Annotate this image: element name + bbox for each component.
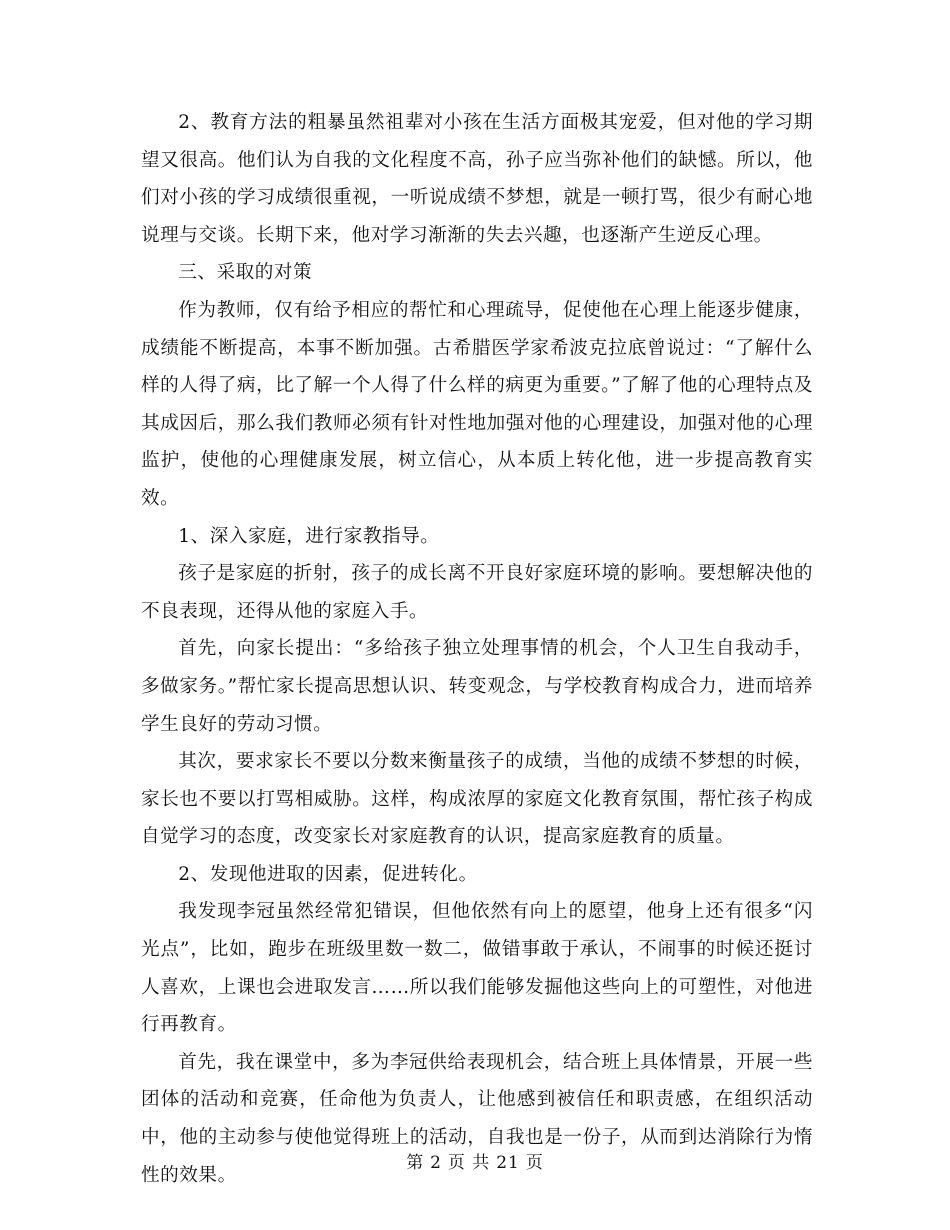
paragraph-first-parent-advice: 首先，向家长提出：“多给孩子独立处理事情的机会，个人卫生自我动手，多做家务。”帮忙家长提高思想认识、转变观念，与学校教育构成合力，进而培养学生良好的劳动习惯。	[141, 638, 813, 735]
subheading-positive-factors: 2、发现他进取的因素，促进转化。	[178, 863, 478, 885]
footer-label-suffix: 页	[525, 1153, 544, 1173]
section-heading-countermeasures: 三、采取的对策	[178, 262, 313, 284]
document-body	[141, 104, 813, 1194]
paragraph-bright-spots: 我发现李冠虽然经常犯错误，但他依然有向上的愿望，他身上还有很多“闪光点”，比如，跑步在班级里数一数二，做错事敢于承认，不闹事的时候还挺讨人喜欢，上课也会进取发言……所以我们能够发掘他这些向上的可塑性，对他进行再教育。	[141, 901, 813, 1036]
paragraph-family-influence: 孩子是家庭的折射，孩子的成长离不开良好家庭环境的影响。要想解决他的不良表现，还得从他的家庭入手。	[141, 563, 813, 622]
subheading-family-guidance: 1、深入家庭，进行家教指导。	[178, 525, 440, 547]
total-page-count: 21	[496, 1153, 520, 1173]
paragraph-second-parent-advice: 其次，要求家长不要以分数来衡量孩子的成绩，当他的成绩不梦想的时候，家长也不要以打骂相威胁。这样，构成浓厚的家庭文化教育氛围，帮忙孩子构成自觉学习的态度，改变家长对家庭教育的认识，提高家庭教育的质量。	[141, 751, 813, 848]
footer-label-middle: 页 共	[447, 1153, 491, 1173]
paragraph-classroom-opportunities: 首先，我在课堂中，多为李冠供给表现机会，结合班上具体情景，开展一些团体的活动和竞赛，任命他为负责人，让他感到被信任和职责感，在组织活动中，他的主动参与使他觉得班上的活动，自我也是一份子，从而到达消除行为惰性的效果。	[141, 1051, 813, 1186]
paragraph-education-method: 2、教育方法的粗暴虽然祖辈对小孩在生活方面极其宠爱，但对他的学习期望又很高。他们认为自我的文化程度不高，孙子应当弥补他们的缺憾。所以，他们对小孩的学习成绩很重视，一听说成绩不梦想，就是一顿打骂，很少有耐心地说理与交谈。长期下来，他对学习渐渐的失去兴趣，也逐渐产生逆反心理。	[141, 112, 813, 246]
paragraph-teacher-role: 作为教师，仅有给予相应的帮忙和心理疏导，促使他在心理上能逐步健康，成绩能不断提高，本事不断加强。古希腊医学家希波克拉底曾说过：“了解什么样的人得了病，比了解一个人得了什么样的病更为重要。”了解了他的心理特点及其成因后，那么我们教师必须有针对性地加强对他的心理建设，加强对他的心理监护，使他的心理健康发展，树立信心，从本质上转化他，进一步提高教育实效。	[141, 299, 813, 509]
current-page-number: 2	[430, 1153, 442, 1173]
page-footer	[0, 1148, 950, 1173]
footer-label-prefix: 第	[406, 1153, 425, 1173]
